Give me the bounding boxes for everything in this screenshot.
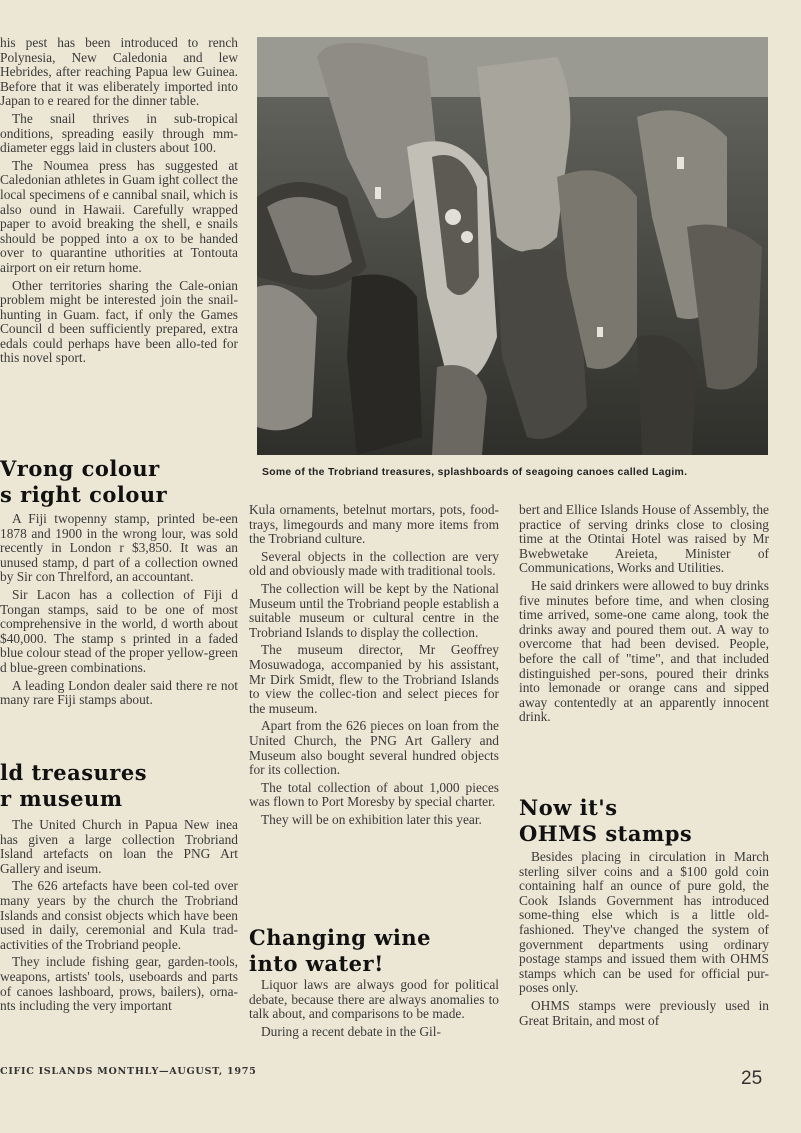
paragraph: They include fishing gear, garden-tools, weapons, artists' tools, useboards and parts of canoes lashboard, prows, bailers), orna-nts including the very important [0, 954, 238, 1014]
article-treasures [0, 818, 238, 1017]
paragraph: Apart from the 626 pieces on loan from the United Church, the PNG Art Gallery and Museum also bought several hundred objects for its collection. [249, 718, 499, 778]
paragraph: bert and Ellice Islands House of Assembly, the practice of serving drinks close to closing time at the Otintai Hotel was raised by Mr Bwebwetake Areieta, Minister of Communications, Works and Utilities. [519, 502, 769, 576]
photo-illustration [257, 37, 768, 455]
paragraph: his pest has been introduced to rench Polynesia, New Caledonia and lew Hebrides, after reaching Papua lew Guinea. Before that it was eliberately imported into Japan to e reared for the dinner table. [0, 35, 238, 109]
paragraph: The 626 artefacts have been col-ted over many years by the church the Trobriand Islands and consist objects which have been used in daily, ceremonial and Kula trad-activities of the Trobriand people. [0, 878, 238, 952]
heading-changing-wine [249, 925, 499, 977]
paragraph: Besides placing in circulation in March sterling silver coins and a $100 gold coin containing half an ounce of pure gold, the Cook Islands Government has introduced some-thing else which is a little old-fashioned. They've changed the system of government departments using ordinary postage stamps and issued them with OHMS stamps which can be used for official pur-poses only. [519, 849, 769, 996]
heading-line: Changing wine [249, 925, 431, 950]
footer-publication-line: CIFIC ISLANDS MONTHLY—AUGUST, 1975 [0, 1066, 257, 1077]
heading-old-treasures [0, 760, 240, 812]
paragraph: The total collection of about 1,000 pieces was flown to Port Moresby by special charter. [249, 779, 499, 810]
paragraph: Kula ornaments, betelnut mortars, pots, food-trays, limegourds and many more items from the Trobriand culture. [249, 502, 499, 547]
photo-trobriand-splashboards [257, 37, 768, 455]
column-left [0, 36, 238, 369]
column-right [519, 503, 769, 728]
paragraph: Sir Lacon has a collection of Fiji d Tongan stamps, said to be one of most comprehensive in the world, d worth about $40,000. The stamp s printed in a faded blue colour stead of the proper yellow-green d blue-green combinations. [0, 586, 238, 675]
paragraph: Liquor laws are always good for political debate, because there are always anomalies to talk about, and comparisons to be made. [249, 977, 499, 1022]
article-wine [249, 978, 499, 1042]
paragraph: Several objects in the collection are very old and obviously made with traditional tools. [249, 548, 499, 579]
heading-line: OHMS stamps [519, 821, 693, 846]
heading-wrong-colour [0, 456, 240, 508]
paragraph: A leading London dealer said there re not many rare Fiji stamps about. [0, 677, 238, 708]
paragraph: During a recent debate in the Gil- [261, 1023, 441, 1039]
paragraph: They will be on exhibition later this year. [261, 811, 482, 827]
paragraph: OHMS stamps were previously used in Great Britain, and most of [519, 997, 769, 1028]
page-number: 25 [741, 1068, 763, 1089]
paragraph: A Fiji twopenny stamp, printed be-een 1878 and 1900 in the wrong lour, was sold recently in London r $3,850. It was an unused stamp, d part of a collection owned by Sir con Threlford, an accountant. [0, 511, 238, 585]
paragraph: The snail thrives in sub-tropical onditions, spreading easily through mm-diameter eggs laid in clusters about 100. [0, 110, 238, 156]
paragraph: The museum director, Mr Geoffrey Mosuwadoga, accompanied by his assistant, Mr Dirk Smidt, flew to the Trobriand Islands to view the collec-tion and select pieces for the museum. [249, 642, 499, 716]
heading-line: s right colour [0, 482, 168, 507]
heading-line: Now it's [519, 795, 618, 820]
paragraph: Other territories sharing the Cale-onian problem might be interested join the snail-hunting in Guam. fact, if only the Games Council d been sufficiently prepared, extra edals could perhaps have been allo-ted for this novel sport. [0, 277, 238, 366]
paragraph: The collection will be kept by the National Museum until the Trobriand people establish a suitable museum or cultural centre in the Trobriand Islands to display the collection. [249, 580, 499, 640]
heading-line: into water! [249, 951, 384, 976]
heading-line: r museum [0, 786, 123, 811]
heading-line: ld treasures [0, 760, 148, 785]
article-stamp [0, 512, 238, 711]
heading-line: Vrong colour [0, 456, 160, 481]
article-ohms [519, 850, 769, 1031]
paragraph: He said drinkers were allowed to buy drinks five minutes before time, and when closing time arrived, some-one came along, took the drinks away and poured them out. A way to overcome that had been devised. People, before the call of "time", and that included distinguished per-sons, poured their drinks into lemonade or orange cans and sipped away contentedly at an apparently innocent drink. [519, 577, 769, 725]
paragraph: The Noumea press has suggested at Caledonian athletes in Guam ight collect the local specimens of e cannibal snail, which is also ound in Hawaii. Carefully wrapped paper to avoid breaking the shell, e snails should be popped into a ox to be handed over to quarantine uthorities at Tontouta airport on eir return home. [0, 157, 238, 275]
figure-caption: Some of the Trobriand treasures, splashboards of seagoing canoes called Lagim. [262, 467, 688, 478]
column-middle [249, 503, 499, 830]
paragraph: The United Church in Papua New inea has given a large collection Trobriand Island artefacts on loan the PNG Art Gallery and iseum. [0, 817, 238, 876]
heading-ohms-stamps [519, 795, 769, 847]
